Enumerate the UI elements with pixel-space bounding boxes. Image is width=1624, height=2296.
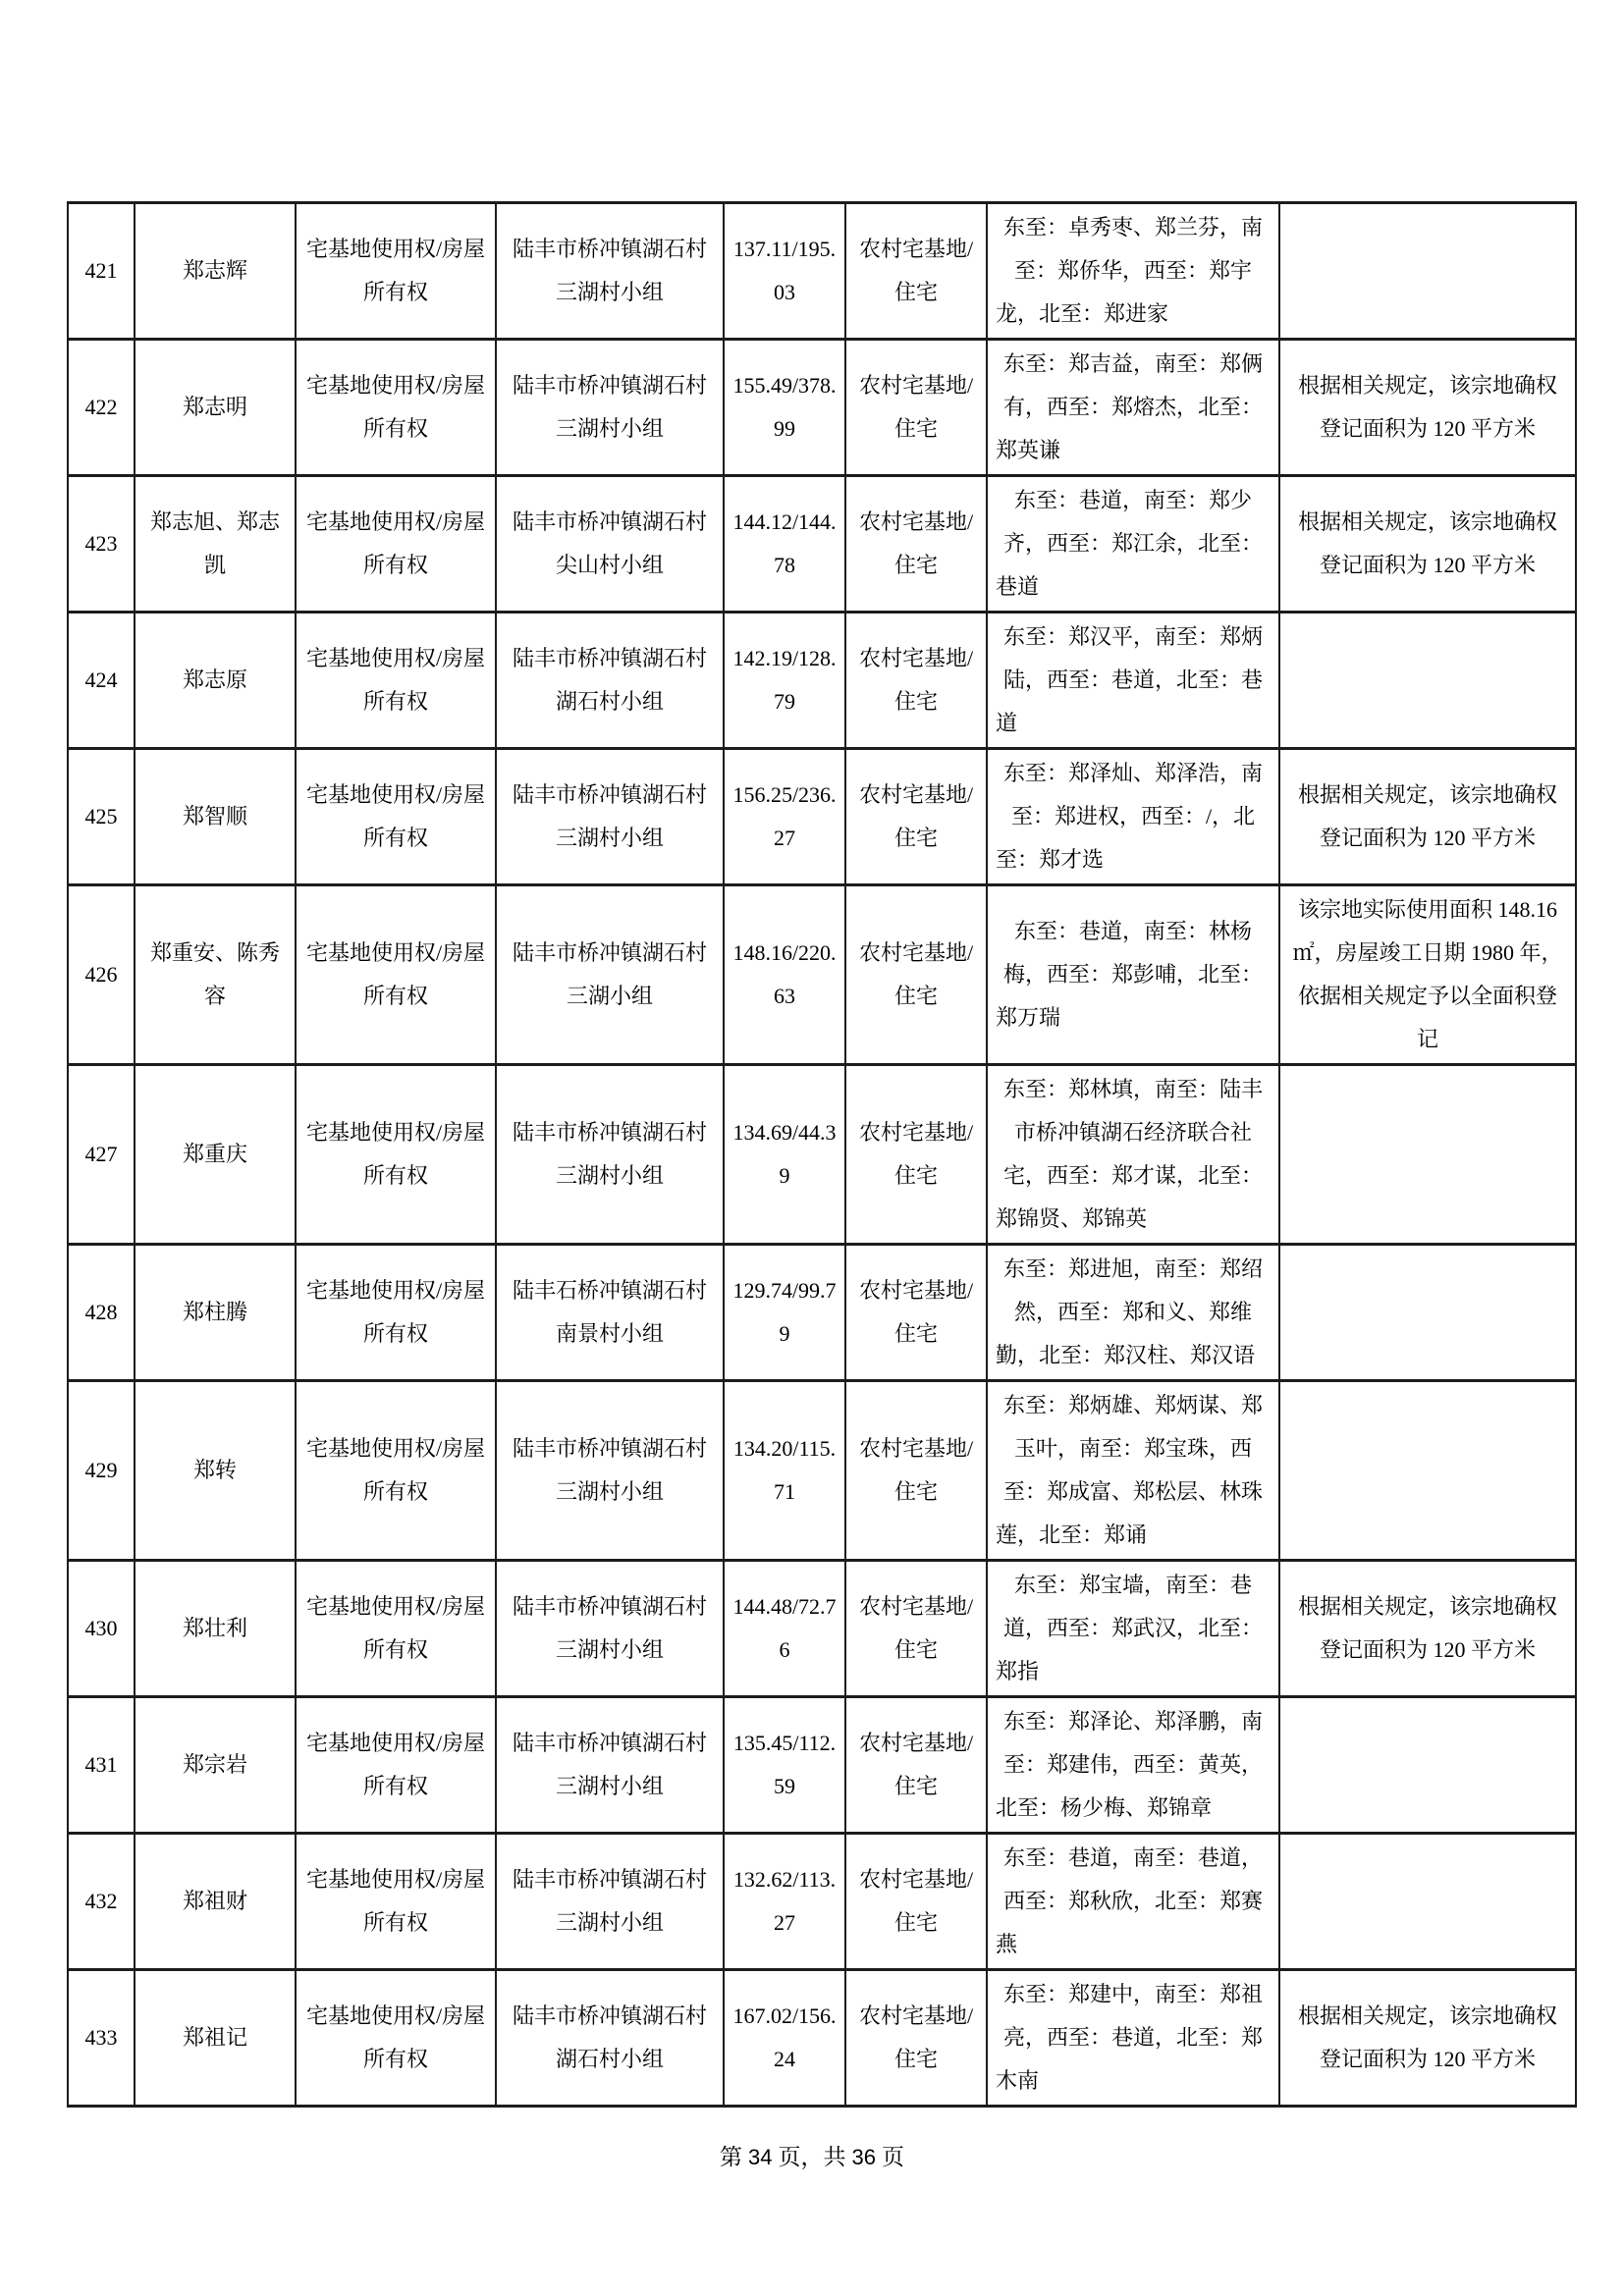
cell-usage: 农村宅基地/住宅 bbox=[845, 885, 987, 1065]
cell-usage: 农村宅基地/住宅 bbox=[845, 1245, 987, 1381]
cell-remark: 根据相关规定，该宗地确权登记面积为 120 平方米 bbox=[1279, 749, 1576, 885]
table-row bbox=[68, 203, 1576, 340]
cell-location: 陆丰市桥冲镇湖石村三湖村小组 bbox=[496, 749, 724, 885]
cell-owner: 郑智顺 bbox=[135, 749, 296, 885]
cell-area: 156.25/236.27 bbox=[724, 749, 845, 885]
cell-boundary: 东至：巷道，南至：郑少齐，西至：郑江余，北至：巷道 bbox=[987, 476, 1279, 613]
cell-boundary: 东至：郑汉平，南至：郑炳陆，西至：巷道，北至：巷道 bbox=[987, 613, 1279, 749]
cell-owner: 郑志明 bbox=[135, 340, 296, 476]
cell-area: 148.16/220.63 bbox=[724, 885, 845, 1065]
cell-right-type: 宅基地使用权/房屋所有权 bbox=[296, 1697, 496, 1834]
land-registration-table bbox=[67, 201, 1577, 2108]
cell-usage: 农村宅基地/住宅 bbox=[845, 1381, 987, 1561]
cell-serial: 421 bbox=[68, 203, 135, 340]
cell-usage: 农村宅基地/住宅 bbox=[845, 613, 987, 749]
cell-owner: 郑重庆 bbox=[135, 1065, 296, 1245]
cell-owner: 郑宗岩 bbox=[135, 1697, 296, 1834]
cell-area: 167.02/156.24 bbox=[724, 1970, 845, 2107]
cell-remark bbox=[1279, 1245, 1576, 1381]
table-row bbox=[68, 885, 1576, 1065]
cell-usage: 农村宅基地/住宅 bbox=[845, 1065, 987, 1245]
cell-area: 137.11/195.03 bbox=[724, 203, 845, 340]
cell-owner: 郑重安、陈秀容 bbox=[135, 885, 296, 1065]
cell-area: 132.62/113.27 bbox=[724, 1834, 845, 1970]
cell-usage: 农村宅基地/住宅 bbox=[845, 749, 987, 885]
table-row bbox=[68, 340, 1576, 476]
cell-right-type: 宅基地使用权/房屋所有权 bbox=[296, 1065, 496, 1245]
cell-remark: 根据相关规定，该宗地确权登记面积为 120 平方米 bbox=[1279, 476, 1576, 613]
cell-right-type: 宅基地使用权/房屋所有权 bbox=[296, 1381, 496, 1561]
cell-boundary: 东至：郑吉益，南至：郑俩有，西至：郑熔杰，北至：郑英谦 bbox=[987, 340, 1279, 476]
cell-serial: 431 bbox=[68, 1697, 135, 1834]
table-row bbox=[68, 476, 1576, 613]
cell-right-type: 宅基地使用权/房屋所有权 bbox=[296, 1245, 496, 1381]
cell-right-type: 宅基地使用权/房屋所有权 bbox=[296, 1970, 496, 2107]
cell-boundary: 东至：郑林填，南至：陆丰市桥冲镇湖石经济联合社宅，西至：郑才谋，北至：郑锦贤、郑锦英 bbox=[987, 1065, 1279, 1245]
table-row bbox=[68, 613, 1576, 749]
table-row bbox=[68, 1697, 1576, 1834]
cell-location: 陆丰市桥冲镇湖石村三湖村小组 bbox=[496, 203, 724, 340]
cell-serial: 422 bbox=[68, 340, 135, 476]
cell-boundary: 东至：卓秀枣、郑兰芬，南至：郑侨华，西至：郑宇龙，北至：郑进家 bbox=[987, 203, 1279, 340]
cell-owner: 郑柱腾 bbox=[135, 1245, 296, 1381]
cell-serial: 430 bbox=[68, 1561, 135, 1697]
cell-area: 135.45/112.59 bbox=[724, 1697, 845, 1834]
cell-boundary: 东至：郑泽论、郑泽鹏，南至：郑建伟，西至：黄英，北至：杨少梅、郑锦章 bbox=[987, 1697, 1279, 1834]
cell-location: 陆丰市桥冲镇湖石村三湖村小组 bbox=[496, 340, 724, 476]
cell-remark bbox=[1279, 1834, 1576, 1970]
cell-owner: 郑祖财 bbox=[135, 1834, 296, 1970]
cell-right-type: 宅基地使用权/房屋所有权 bbox=[296, 885, 496, 1065]
cell-boundary: 东至：郑建中，南至：郑祖亮，西至：巷道，北至：郑木南 bbox=[987, 1970, 1279, 2107]
cell-right-type: 宅基地使用权/房屋所有权 bbox=[296, 1561, 496, 1697]
cell-area: 142.19/128.79 bbox=[724, 613, 845, 749]
cell-area: 134.69/44.39 bbox=[724, 1065, 845, 1245]
cell-remark bbox=[1279, 1381, 1576, 1561]
cell-right-type: 宅基地使用权/房屋所有权 bbox=[296, 613, 496, 749]
cell-right-type: 宅基地使用权/房屋所有权 bbox=[296, 749, 496, 885]
cell-remark: 根据相关规定，该宗地确权登记面积为 120 平方米 bbox=[1279, 340, 1576, 476]
cell-serial: 424 bbox=[68, 613, 135, 749]
cell-serial: 425 bbox=[68, 749, 135, 885]
cell-serial: 426 bbox=[68, 885, 135, 1065]
cell-area: 144.12/144.78 bbox=[724, 476, 845, 613]
cell-boundary: 东至：巷道，南至：巷道，西至：郑秋欣，北至：郑赛燕 bbox=[987, 1834, 1279, 1970]
cell-boundary: 东至：郑炳雄、郑炳谋、郑玉叶，南至：郑宝珠，西至：郑成富、郑松层、林珠莲，北至：郑诵 bbox=[987, 1381, 1279, 1561]
cell-remark bbox=[1279, 203, 1576, 340]
cell-location: 陆丰市桥冲镇湖石村三湖村小组 bbox=[496, 1561, 724, 1697]
cell-remark bbox=[1279, 613, 1576, 749]
cell-location: 陆丰市桥冲镇湖石村尖山村小组 bbox=[496, 476, 724, 613]
cell-usage: 农村宅基地/住宅 bbox=[845, 1970, 987, 2107]
cell-right-type: 宅基地使用权/房屋所有权 bbox=[296, 476, 496, 613]
cell-location: 陆丰市桥冲镇湖石村湖石村小组 bbox=[496, 613, 724, 749]
cell-usage: 农村宅基地/住宅 bbox=[845, 1834, 987, 1970]
cell-remark: 根据相关规定，该宗地确权登记面积为 120 平方米 bbox=[1279, 1561, 1576, 1697]
cell-usage: 农村宅基地/住宅 bbox=[845, 1561, 987, 1697]
cell-owner: 郑祖记 bbox=[135, 1970, 296, 2107]
cell-serial: 432 bbox=[68, 1834, 135, 1970]
cell-location: 陆丰市桥冲镇湖石村三湖小组 bbox=[496, 885, 724, 1065]
table-row bbox=[68, 1561, 1576, 1697]
cell-remark bbox=[1279, 1697, 1576, 1834]
cell-usage: 农村宅基地/住宅 bbox=[845, 1697, 987, 1834]
cell-owner: 郑转 bbox=[135, 1381, 296, 1561]
cell-area: 129.74/99.79 bbox=[724, 1245, 845, 1381]
cell-right-type: 宅基地使用权/房屋所有权 bbox=[296, 1834, 496, 1970]
table-row bbox=[68, 1970, 1576, 2107]
cell-usage: 农村宅基地/住宅 bbox=[845, 203, 987, 340]
cell-serial: 428 bbox=[68, 1245, 135, 1381]
cell-location: 陆丰市桥冲镇湖石村湖石村小组 bbox=[496, 1970, 724, 2107]
table-row bbox=[68, 749, 1576, 885]
cell-remark: 该宗地实际使用面积 148.16㎡，房屋竣工日期 1980 年，依据相关规定予以全面积登记 bbox=[1279, 885, 1576, 1065]
table-row bbox=[68, 1065, 1576, 1245]
cell-owner: 郑志原 bbox=[135, 613, 296, 749]
footer-label-prefix: 第 bbox=[720, 2145, 743, 2169]
cell-boundary: 东至：巷道，南至：林杨梅，西至：郑彭哺，北至：郑万瑞 bbox=[987, 885, 1279, 1065]
cell-location: 陆丰市桥冲镇湖石村三湖村小组 bbox=[496, 1697, 724, 1834]
cell-owner: 郑志旭、郑志凯 bbox=[135, 476, 296, 613]
cell-right-type: 宅基地使用权/房屋所有权 bbox=[296, 203, 496, 340]
cell-usage: 农村宅基地/住宅 bbox=[845, 476, 987, 613]
cell-boundary: 东至：郑宝墙，南至：巷道，西至：郑武汉，北至：郑指 bbox=[987, 1561, 1279, 1697]
cell-remark: 根据相关规定，该宗地确权登记面积为 120 平方米 bbox=[1279, 1970, 1576, 2107]
cell-usage: 农村宅基地/住宅 bbox=[845, 340, 987, 476]
cell-serial: 429 bbox=[68, 1381, 135, 1561]
cell-area: 134.20/115.71 bbox=[724, 1381, 845, 1561]
cell-remark bbox=[1279, 1065, 1576, 1245]
footer-page-total: 36 bbox=[851, 2145, 876, 2169]
cell-area: 144.48/72.76 bbox=[724, 1561, 845, 1697]
cell-location: 陆丰石桥冲镇湖石村南景村小组 bbox=[496, 1245, 724, 1381]
cell-serial: 433 bbox=[68, 1970, 135, 2107]
cell-boundary: 东至：郑泽灿、郑泽浩，南至：郑进权，西至：/，北至：郑才选 bbox=[987, 749, 1279, 885]
table-row bbox=[68, 1834, 1576, 1970]
cell-serial: 423 bbox=[68, 476, 135, 613]
footer-page-current: 34 bbox=[748, 2145, 773, 2169]
page-footer bbox=[0, 2140, 1624, 2175]
cell-right-type: 宅基地使用权/房屋所有权 bbox=[296, 340, 496, 476]
cell-owner: 郑志辉 bbox=[135, 203, 296, 340]
cell-serial: 427 bbox=[68, 1065, 135, 1245]
cell-area: 155.49/378.99 bbox=[724, 340, 845, 476]
footer-label-mid: 页，共 bbox=[778, 2145, 846, 2169]
cell-location: 陆丰市桥冲镇湖石村三湖村小组 bbox=[496, 1381, 724, 1561]
cell-location: 陆丰市桥冲镇湖石村三湖村小组 bbox=[496, 1065, 724, 1245]
table-row bbox=[68, 1381, 1576, 1561]
cell-owner: 郑壮利 bbox=[135, 1561, 296, 1697]
cell-location: 陆丰市桥冲镇湖石村三湖村小组 bbox=[496, 1834, 724, 1970]
footer-label-suffix: 页 bbox=[881, 2145, 904, 2169]
table-row bbox=[68, 1245, 1576, 1381]
cell-boundary: 东至：郑进旭，南至：郑绍然，西至：郑和义、郑维勤，北至：郑汉柱、郑汉语 bbox=[987, 1245, 1279, 1381]
